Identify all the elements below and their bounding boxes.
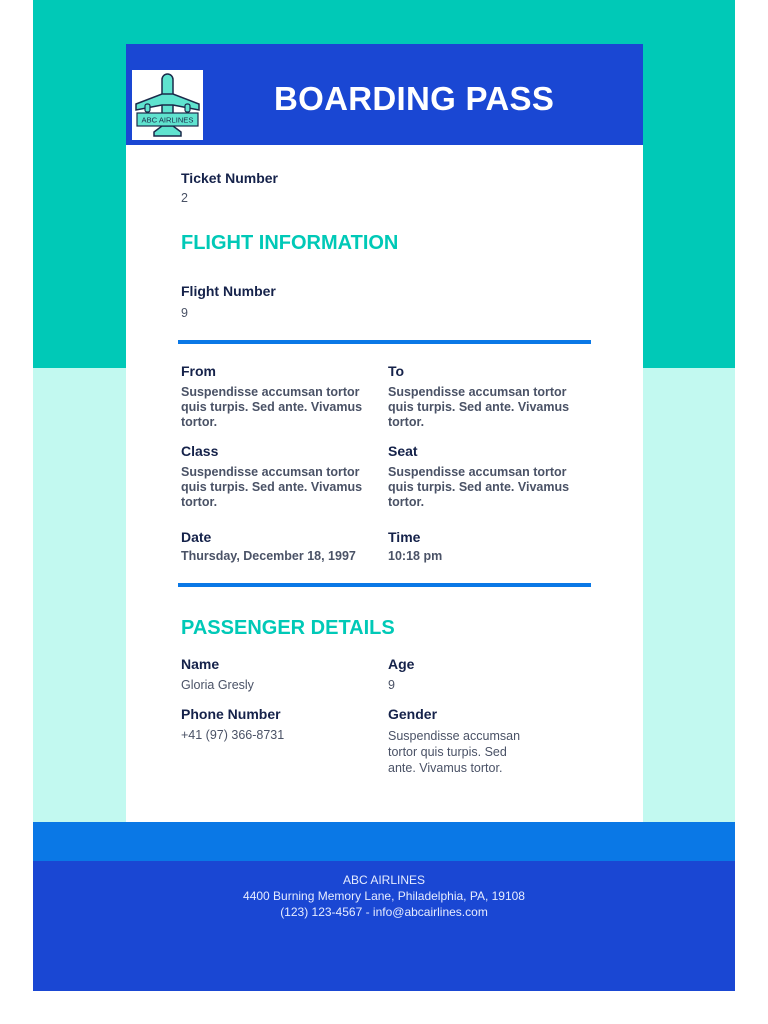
boarding-pass-card [126, 44, 643, 822]
flight-information-heading: FLIGHT INFORMATION [181, 232, 399, 254]
footer-contact: (123) 123-4567 - info@abcairlines.com [280, 905, 488, 919]
background-band [33, 822, 735, 862]
ticket-number-value: 2 [181, 191, 188, 205]
time-value: 10:18 pm [388, 549, 443, 563]
gender-label: Gender [388, 706, 438, 722]
name-value: Gloria Gresly [181, 678, 254, 692]
to-value: Suspendisse accumsan tortor quis turpis. Sed ante. Vivamus tortor. [388, 385, 570, 429]
age-value: 9 [388, 678, 395, 692]
date-label: Date [181, 529, 212, 545]
seat-label: Seat [388, 443, 418, 459]
gender-value: Suspendisse accumsan tortor quis turpis. Sed ante. Vivamus tortor. [388, 729, 521, 775]
airplane-icon [132, 70, 203, 140]
background-teal-right [643, 0, 735, 365]
page-title: BOARDING PASS [274, 80, 555, 117]
from-value: Suspendisse accumsan tortor quis turpis. Sed ante. Vivamus tortor. [181, 385, 363, 429]
footer-address: 4400 Burning Memory Lane, Philadelphia, PA, 19108 [243, 889, 525, 903]
divider-bottom [178, 583, 591, 587]
date-value: Thursday, December 18, 1997 [181, 549, 356, 563]
to-label: To [388, 363, 405, 379]
airline-logo [132, 70, 203, 140]
divider-top [178, 340, 591, 344]
header-bar [126, 44, 643, 145]
age-label: Age [388, 656, 415, 672]
footer-company: ABC AIRLINES [342, 873, 426, 887]
class-value: Suspendisse accumsan tortor quis turpis. Sed ante. Vivamus tortor. [181, 465, 363, 509]
from-label: From [181, 363, 216, 379]
passenger-details-heading: PASSENGER DETAILS [181, 617, 395, 639]
ticket-number-label: Ticket Number [181, 170, 278, 186]
phone-number-value: +41 (97) 366-8731 [181, 728, 285, 742]
logo-banner-text: ABC AIRLINES [141, 115, 194, 125]
time-label: Time [388, 529, 421, 545]
name-label: Name [181, 656, 220, 672]
footer-info [33, 872, 735, 920]
flight-number-label: Flight Number [181, 283, 276, 299]
flight-number-value: 9 [181, 306, 188, 320]
class-label: Class [181, 443, 219, 459]
seat-value: Suspendisse accumsan tortor quis turpis. Sed ante. Vivamus tortor. [388, 465, 570, 509]
phone-number-label: Phone Number [181, 706, 281, 722]
